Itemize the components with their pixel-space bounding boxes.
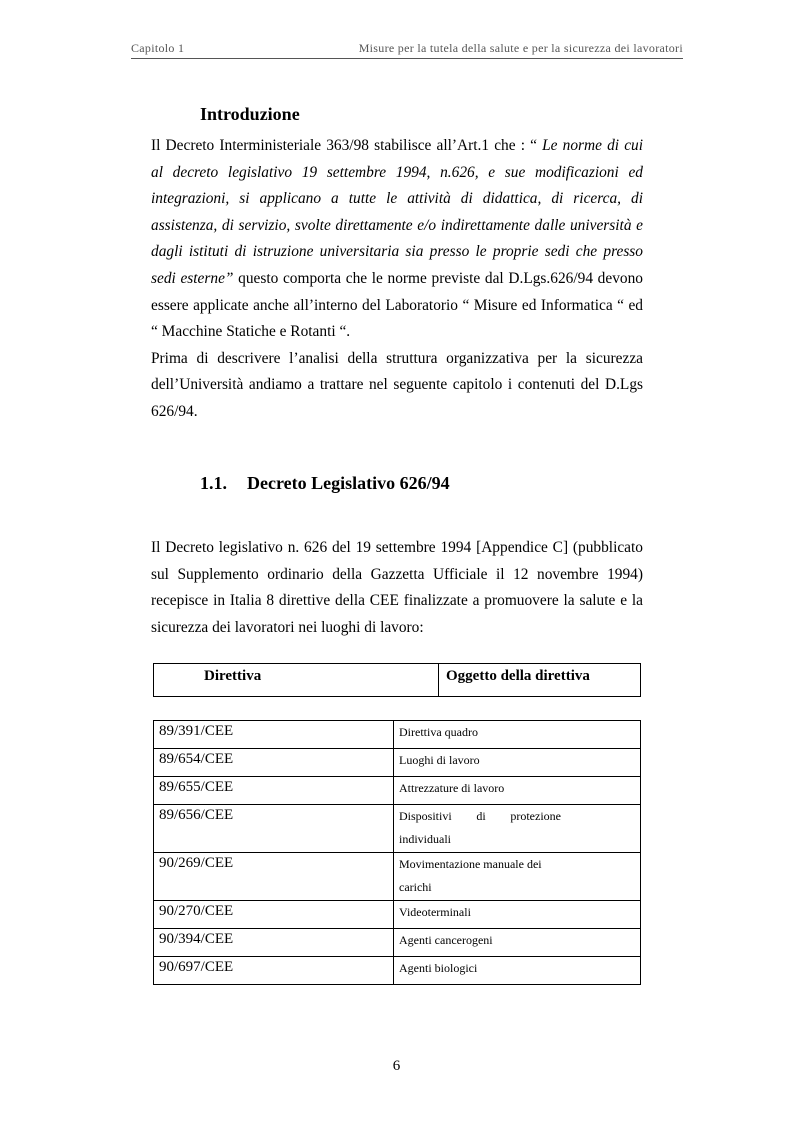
table-row [154,749,641,777]
directive-subject: Agenti cancerogeni [394,929,641,957]
intro-body [151,133,643,426]
table-row [154,777,641,805]
decree-paragraph: Il Decreto legislativo n. 626 del 19 settembre 1994 [Appendice C] (pubblicato sul Supplemento ordinario della Gazzetta Ufficiale il 12 novembre 1994) recepisce in Italia 8 direttive della CEE finalizzate a promuovere la salute e la sicurezza dei lavoratori nei luoghi di lavoro: [151,539,643,636]
section-number: 1.1. [200,473,227,493]
directive-subject: Attrezzature di lavoro [394,777,641,805]
directive-subject: Luoghi di lavoro [394,749,641,777]
directive-subject [394,805,641,853]
directive-code: 89/656/CEE [154,805,394,853]
directive-subject: Agenti biologici [394,957,641,985]
intro-heading: Introduzione [200,104,300,124]
directive-subject-line-1: Movimentazione manuale dei [399,857,542,871]
header-title: Misure per la tutela della salute e per la sicurezza dei lavoratori [358,41,683,55]
intro-p1-end: questo comporta che le norme previste dal D.Lgs.626/94 devono essere applicate anche all’interno del Laboratorio “ Misure ed Informatica “ ed “ Macchine Statiche e Rotanti “. [151,269,643,341]
directive-table-header [153,663,641,697]
directive-code: 89/654/CEE [154,749,394,777]
table-row [154,901,641,929]
table-row [154,929,641,957]
decree-body [151,535,643,641]
directive-subject-line-2: individuali [399,832,451,846]
section-heading [200,473,450,494]
directive-subject-line-1: Dispositivi di protezione [399,809,561,823]
directive-subject [394,853,641,901]
directive-code: 90/270/CEE [154,901,394,929]
directive-subject-line-2: carichi [399,880,432,894]
table-row [154,805,641,853]
directive-code: 90/269/CEE [154,853,394,901]
page-number: 6 [392,1058,401,1074]
table-row [154,721,641,749]
intro-paragraph-1 [151,133,643,346]
intro-p1-start: Il Decreto Interministeriale 363/98 stabilisce all’Art.1 che : “ [151,137,543,154]
section-title: Decreto Legislativo 626/94 [247,473,450,493]
directive-table [153,720,641,985]
directive-subject: Direttiva quadro [394,721,641,749]
directive-code: 89/655/CEE [154,777,394,805]
table-row [154,957,641,985]
page-header [131,40,683,59]
directive-subject: Videoterminali [394,901,641,929]
intro-paragraph-2: Prima di descrivere l’analisi della struttura organizzativa per la sicurezza dell’Università andiamo a trattare nel seguente capitolo i contenuti del D.Lgs 626/94. [151,349,643,420]
intro-p1-quote: Le norme di cui al decreto legislativo 19 settembre 1994, n.626, e sue modificazioni ed integrazioni, si applicano a tutte le attività di didattica, di ricerca, di assistenza, di servizio, svolte direttamente e/o indirettamente dalle università e dagli istituti di istruzione universitaria sia presso le proprie sedi che presso sedi esterne” [151,137,643,287]
column-header-subject: Oggetto della direttiva [439,664,641,697]
header-chapter: Capitolo 1 [131,41,185,55]
directive-code: 90/697/CEE [154,957,394,985]
directive-code: 89/391/CEE [154,721,394,749]
column-header-directive: Direttiva [154,664,439,697]
directive-code: 90/394/CEE [154,929,394,957]
table-row [154,853,641,901]
